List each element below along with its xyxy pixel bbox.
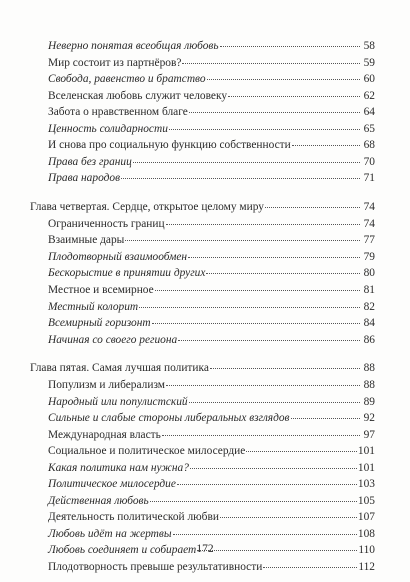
dot-leader <box>291 418 361 419</box>
toc-entry-title: Глава четвертая. Сердце, открытое целому миру <box>30 201 264 214</box>
dot-leader <box>139 307 360 308</box>
dot-leader <box>292 145 360 146</box>
dot-leader <box>182 63 360 64</box>
dot-leader <box>125 240 360 241</box>
toc-entry-page: 68 <box>363 139 375 152</box>
toc-entry-title: Местное и всемирное <box>48 283 154 296</box>
toc-entry-page: 88 <box>363 378 375 391</box>
dot-leader <box>190 468 357 469</box>
toc-chapter-heading <box>30 199 375 216</box>
toc-entry-title: Взаимные дары <box>48 234 125 247</box>
dot-leader <box>166 385 360 386</box>
toc-entry-page: 77 <box>363 234 375 247</box>
toc-entry-page: 107 <box>357 511 375 524</box>
dot-leader <box>207 79 360 80</box>
toc-entry-page: 101 <box>357 445 375 458</box>
toc-entry-page: 74 <box>363 217 375 230</box>
toc-entry <box>30 410 375 427</box>
toc-entry-title: Популизм и либерализм <box>48 378 165 391</box>
toc-entry-title: Плодотворный взаимообмен <box>48 250 188 263</box>
toc-entry <box>30 443 375 460</box>
toc-entry <box>30 377 375 394</box>
toc-entry-title: Всемирный горизонт <box>48 317 151 330</box>
dot-leader <box>133 162 360 163</box>
toc-entry <box>30 71 375 88</box>
dot-leader <box>210 368 360 369</box>
toc-entry-page: 84 <box>363 317 375 330</box>
toc-entry-title: Забота о нравственном благе <box>48 106 188 119</box>
dot-leader <box>177 484 357 485</box>
dot-leader <box>166 224 360 225</box>
toc-chapter-heading <box>30 360 375 377</box>
toc-entry-page: 88 <box>363 362 375 375</box>
toc-entry-page: 97 <box>363 428 375 441</box>
toc-entry-title: Какая политика нам нужна? <box>48 461 189 474</box>
toc-entry-title: Бескорыстие в принятии других <box>48 267 206 280</box>
toc-entry-page: 101 <box>357 461 375 474</box>
dot-leader <box>152 323 360 324</box>
toc-entry-title: Местный колорит <box>48 300 139 313</box>
toc-entry-title: Ограниченность границ <box>48 217 165 230</box>
dot-leader <box>220 517 357 518</box>
toc-entry <box>30 137 375 154</box>
toc-entry <box>30 265 375 282</box>
dot-leader <box>206 273 360 274</box>
toc-entry <box>30 154 375 171</box>
toc-entry-page: 89 <box>363 395 375 408</box>
toc-entry <box>30 38 375 55</box>
dot-leader <box>263 567 357 568</box>
toc-entry-page: 58 <box>363 40 375 52</box>
toc-entry-title: Мир состоит из партнёров? <box>48 56 182 69</box>
toc-entry-page: 112 <box>358 561 375 573</box>
toc-entry <box>30 121 375 138</box>
toc-entry-title: Глава пятая. Самая лучшая политика <box>30 362 209 375</box>
toc-entry-title: Народный или популистский <box>48 395 188 408</box>
toc-entry-page: 110 <box>358 544 375 557</box>
toc-entry-page: 59 <box>363 56 375 69</box>
toc-entry <box>30 88 375 105</box>
dot-leader <box>265 207 360 208</box>
dot-leader <box>121 178 360 179</box>
toc-entry <box>30 493 375 510</box>
dot-leader <box>220 46 360 47</box>
toc-entry <box>30 559 375 576</box>
toc-entry-page: 60 <box>363 73 375 86</box>
dot-leader <box>173 534 357 535</box>
toc-entry-title: Деятельность политической любви <box>48 511 219 524</box>
toc-entry <box>30 427 375 444</box>
toc-entry-title: Действенная любовь <box>48 494 149 507</box>
toc-entry-page: 105 <box>357 494 375 507</box>
dot-leader <box>155 290 360 291</box>
toc-entry-title: Сильные и слабые стороны либеральных взглядов <box>48 412 290 425</box>
toc-entry <box>30 509 375 526</box>
toc-entry-title: Плодотворность превыше результативности <box>48 561 263 573</box>
toc-entry-title: Ценность солидарности <box>48 122 168 135</box>
toc-entry-title: Неверно понятая всеобщая любовь <box>48 40 219 52</box>
toc-entry-page: 71 <box>363 172 375 185</box>
toc-entry-page: 82 <box>363 300 375 313</box>
toc-entry-page: 65 <box>363 122 375 135</box>
toc-entry <box>30 315 375 332</box>
toc-entry-title: Политическое милосердие <box>48 478 176 491</box>
dot-leader <box>189 402 360 403</box>
toc-entry-title: Права народов <box>48 172 121 185</box>
toc-entry-page: 81 <box>363 283 375 296</box>
dot-leader <box>189 112 360 113</box>
toc-entry <box>30 232 375 249</box>
toc-entry-page: 62 <box>363 89 375 102</box>
toc-entry-title: И снова про социальную функцию собственности <box>48 139 291 152</box>
toc-entry <box>30 216 375 233</box>
toc-entry <box>30 460 375 477</box>
toc-entry-title: Любовь идёт на жертвы <box>48 527 172 540</box>
toc-entry-page: 79 <box>363 250 375 263</box>
dot-leader <box>162 435 360 436</box>
toc-entry <box>30 282 375 299</box>
dot-leader <box>228 96 360 97</box>
toc-entry-title: Свобода, равенство и братство <box>48 73 206 86</box>
toc-entry-title: Права без границ <box>48 155 132 168</box>
toc-entry-page: 86 <box>363 333 375 346</box>
toc-entry <box>30 332 375 349</box>
toc-entry-title: Любовь соединяет и собирает <box>48 544 197 557</box>
toc-entry-page: 80 <box>363 267 375 280</box>
toc-entry <box>30 170 375 187</box>
dot-leader <box>178 340 360 341</box>
toc-entry <box>30 55 375 72</box>
toc-entry <box>30 249 375 266</box>
toc-entry <box>30 394 375 411</box>
toc-entry <box>30 476 375 493</box>
dot-leader <box>246 451 357 452</box>
toc-entry <box>30 526 375 543</box>
toc-entry <box>30 299 375 316</box>
toc-entry-page: 103 <box>357 478 375 491</box>
toc-entry-title: Социальное и политическое милосердие <box>48 445 246 458</box>
toc-entry-page: 108 <box>357 527 375 540</box>
table-of-contents <box>30 38 375 576</box>
toc-entry <box>30 104 375 121</box>
dot-leader <box>169 129 360 130</box>
toc-entry-page: 64 <box>363 106 375 119</box>
dot-leader <box>188 257 360 258</box>
toc-entry-title: Международная власть <box>48 428 161 441</box>
toc-entry-page: 70 <box>363 155 375 168</box>
toc-entry-title: Вселенская любовь служит человеку <box>48 89 228 102</box>
toc-entry-page: 74 <box>363 201 375 214</box>
dot-leader <box>150 501 357 502</box>
page-number: 172 <box>196 543 214 555</box>
toc-entry-title: Начиная со своего региона <box>48 333 178 346</box>
toc-entry-page: 92 <box>363 412 375 425</box>
